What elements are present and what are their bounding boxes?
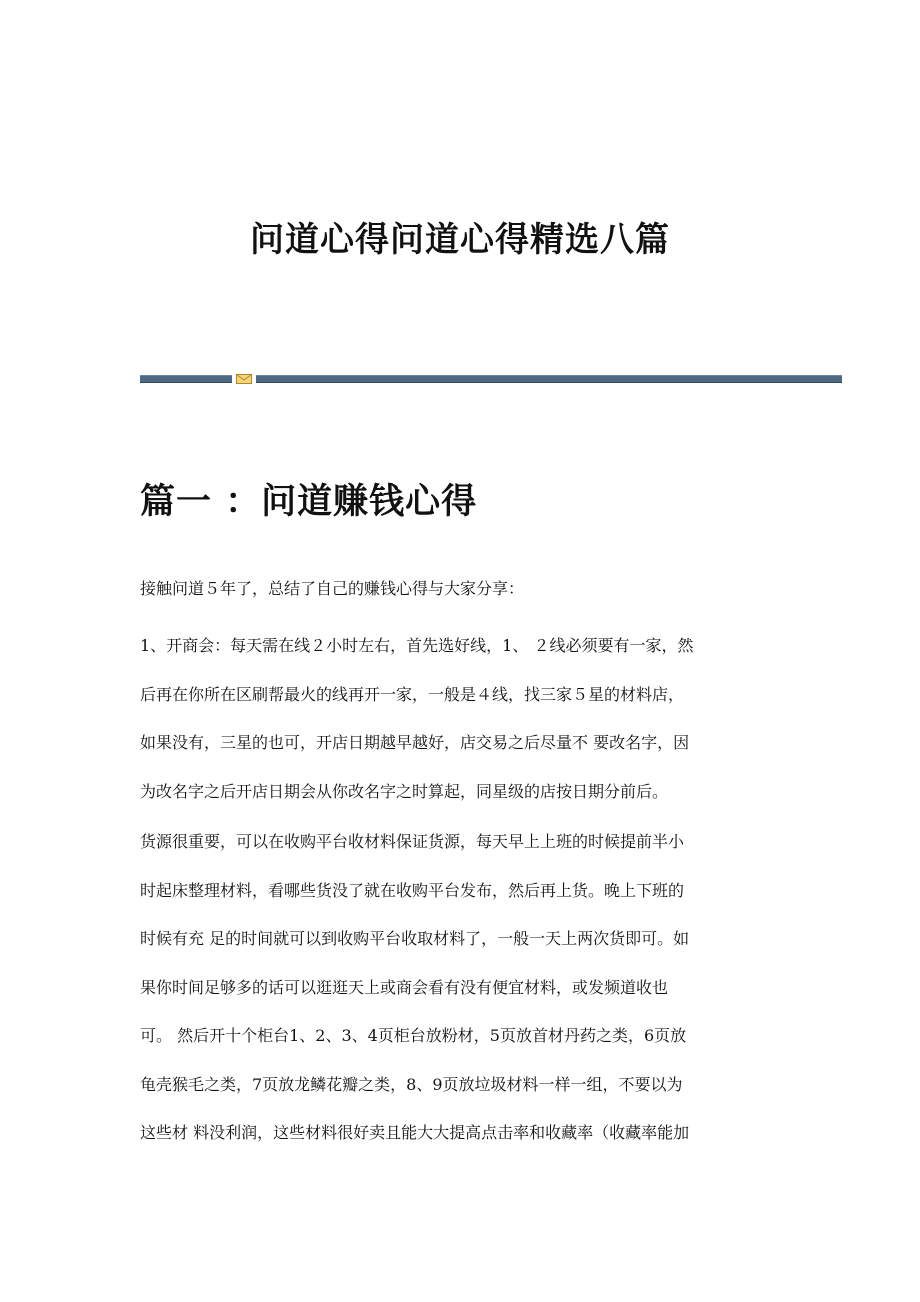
paragraph-line: 如果没有，三星的也可，开店日期越早越好，店交易之后尽量不 要改名字，因: [140, 733, 690, 752]
intro-paragraph: [140, 565, 785, 614]
document-title: 问道心得问道心得精选八篇: [250, 220, 670, 260]
intro-line: 接触问道５年了，总结了自己的赚钱心得与大家分享：: [140, 579, 525, 598]
paragraph-line: 果你时间足够多的话可以逛逛天上或商会看有没有便宜材料，或发频道收也: [140, 977, 669, 997]
paragraph-line: 后再在你所在区刷帮最火的线再开一家，一般是４线，找三家５星的材料店，: [140, 684, 685, 704]
divider-bar-right: [256, 375, 842, 383]
paragraph-line: 货源很重要，可以在收购平台收材料保证货源，每天早上上班的时候提前半小: [140, 832, 685, 851]
paragraph-line: 可。 然后开十个柜台1、2、3、4页柜台放粉材，5页放首材丹药之类，6页放: [140, 1026, 687, 1045]
envelope-icon: [236, 374, 252, 384]
paragraph-shop-setup: [140, 622, 785, 816]
paragraph-line: 这些材 料没利润，这些材料很好卖且能大大提高点击率和收藏率（收藏率能加: [140, 1123, 690, 1142]
paragraph-line: 为改名字之后开店日期会从你改名字之时算起，同星级的店按日期分前后。: [140, 781, 669, 801]
paragraph-line: 时起床整理材料，看哪些货没了就在收购平台发布，然后再上货。晚上下班的: [140, 880, 685, 900]
paragraph-line: 时候有充 足的时间就可以到收购平台收取材料了，一般一天上两次货即可。如: [140, 929, 690, 948]
paragraph-line: 1、开商会：每天需在线２小时左右，首先选好线，1、 ２线必须要有一家，然: [140, 636, 694, 655]
title-divider: [140, 374, 842, 384]
divider-bar-left: [140, 375, 232, 383]
paragraph-line: 龟壳猴毛之类，7页放龙鳞花瓣之类，8、9页放垃圾材料一样一组，不要以为: [140, 1074, 683, 1094]
paragraph-supply: [140, 818, 785, 1158]
section-heading: 篇一 ：问道赚钱心得: [140, 482, 478, 522]
